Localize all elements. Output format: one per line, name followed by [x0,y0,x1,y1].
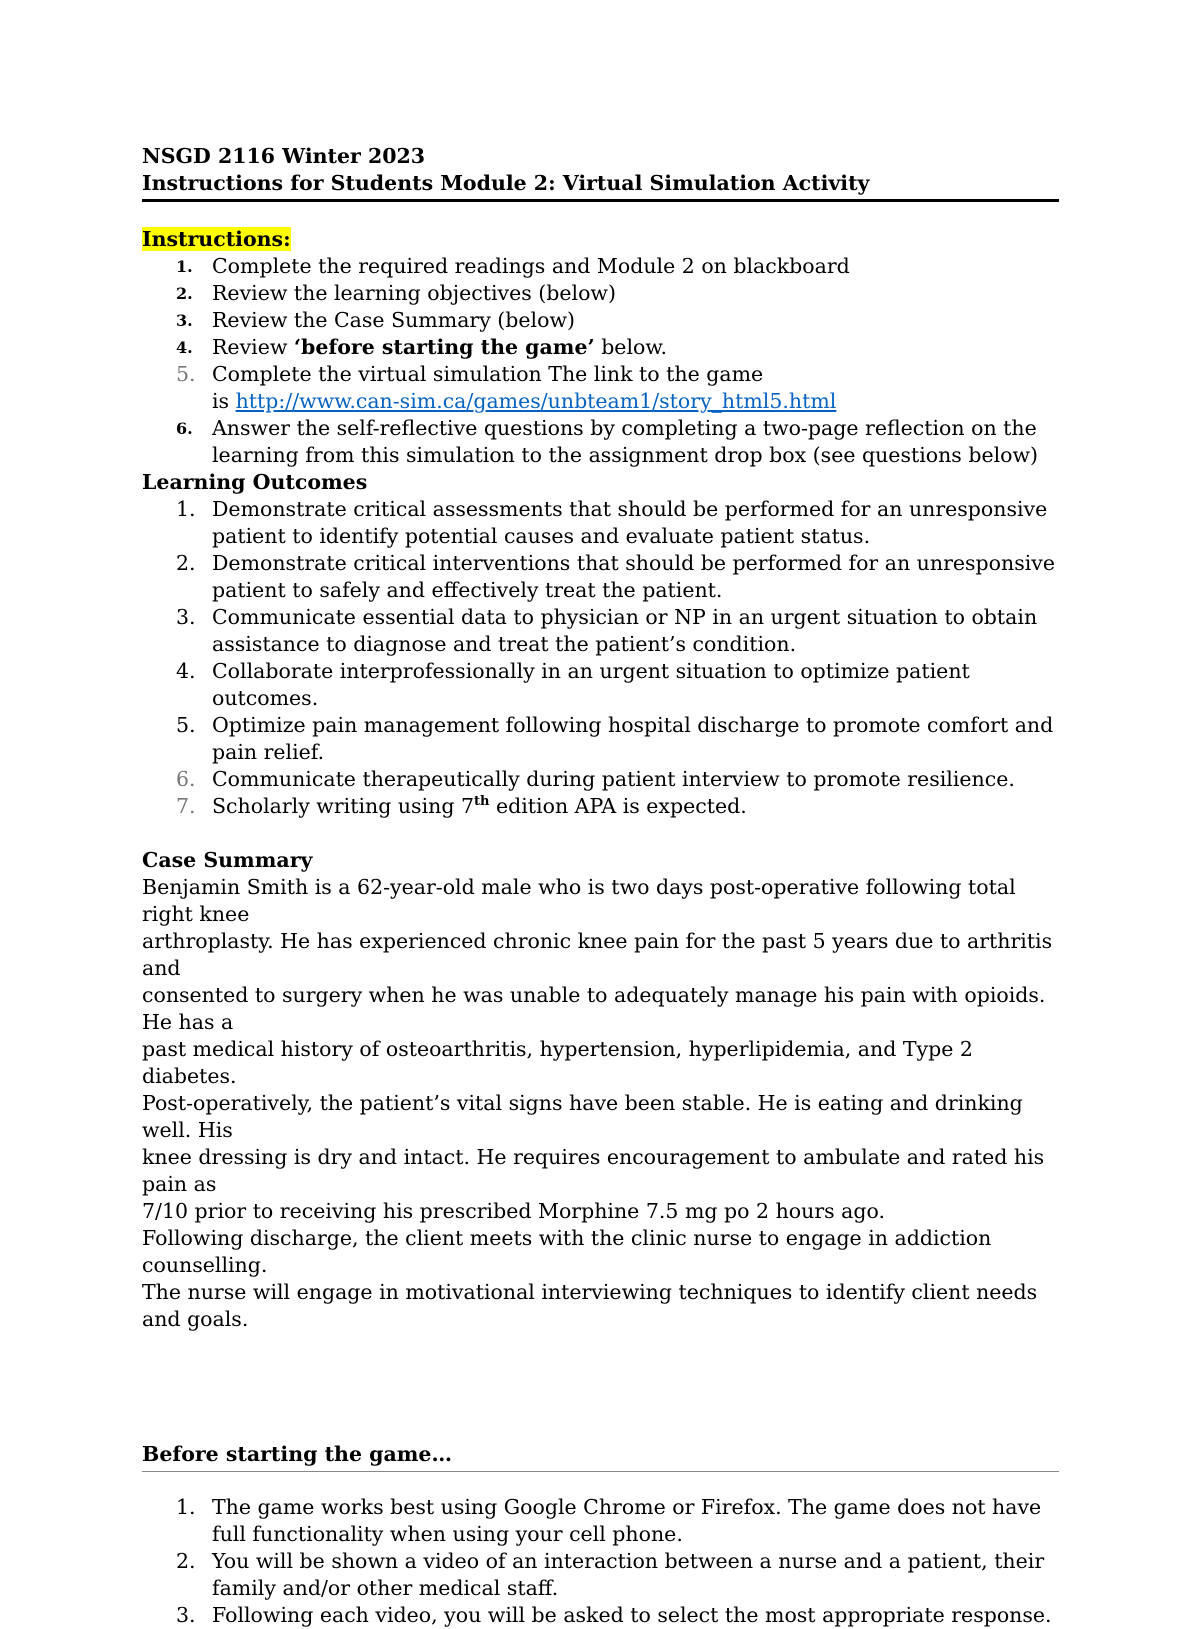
outcome-text: Demonstrate critical assessments that should be performed for an unresponsive patient to identify potential causes and evaluate patient status. [212,497,1048,548]
outcome-item-6 [142,766,1059,793]
instruction-item-6 [142,415,1059,469]
before-game-item-1 [142,1494,1059,1548]
learning-outcomes-list [142,496,1059,820]
outcome-text: Collaborate interprofessionally in an urgent situation to optimize patient outcomes. [212,659,970,710]
case-summary-body [142,874,1059,1333]
case-summary-line: knee dressing is dry and intact. He requires encouragement to ambulate and rated his pain as [142,1145,1045,1196]
list-number: 2. [176,284,193,303]
instruction-text: Review the Case Summary (below) [212,308,576,332]
outcome-item-4 [142,658,1059,712]
case-summary-heading: Case Summary [142,848,313,872]
outcome-text: Communicate therapeutically during patient interview to promote resilience. [212,767,1015,791]
outcome-item-3 [142,604,1059,658]
outcome-text [212,793,1059,820]
instruction-text: Complete the required readings and Module 2 on blackboard [212,254,850,278]
instruction-text-post: below. [594,335,667,359]
outcome-text: Optimize pain management following hospital discharge to promote comfort and pain relief. [212,713,1054,764]
before-game-item-3 [142,1602,1059,1629]
document-subtitle: Instructions for Students Module 2: Virtual Simulation Activity [142,170,1059,202]
instruction-item-4 [142,334,1059,361]
list-number: 2. [176,551,196,575]
list-number: 1. [176,1495,196,1519]
before-game-heading: Before starting the game… [142,1441,1059,1472]
list-number: 6. [176,767,196,791]
before-game-item-2 [142,1548,1059,1602]
list-number: 4. [176,338,193,357]
outcome-item-1 [142,496,1059,550]
list-number: 7. [176,794,196,818]
game-link[interactable]: http://www.can-sim.ca/games/unbteam1/story_html5.html [235,389,837,413]
case-summary-line: 7/10 prior to receiving his prescribed Morphine 7.5 mg po 2 hours ago. [142,1199,885,1223]
instruction-text-pre: Review [212,335,294,359]
case-summary-line: past medical history of osteoarthritis, hypertension, hyperlipidemia, and Type 2 diabetes. [142,1037,973,1088]
instruction-item-3 [142,307,1059,334]
outcome-item-2 [142,550,1059,604]
instructions-heading [142,226,1059,253]
instruction-text-pre: is [212,389,236,413]
instruction-text: Review the learning objectives (below) [212,281,616,305]
before-game-list [142,1494,1059,1629]
outcome-item-5 [142,712,1059,766]
list-number: 1. [176,497,196,521]
before-game-text: Following each video, you will be asked to select the most appropriate response. [212,1603,1052,1627]
learning-outcomes-heading: Learning Outcomes [142,470,368,494]
outcome-text-post: edition APA is expected. [489,794,747,818]
instruction-text-bold: ‘before starting the game’ [293,335,595,359]
list-number: 3. [176,1603,196,1627]
case-summary-line: Post-operatively, the patient’s vital signs have been stable. He is eating and drinking well. His [142,1091,1023,1142]
instruction-text [212,361,1059,415]
before-game-text: The game works best using Google Chrome or Firefox. The game does not have full functionality when using your cell phone. [212,1495,1042,1546]
list-number: 2. [176,1549,196,1573]
list-number: 5. [176,713,196,737]
outcome-text-pre: Scholarly writing using 7 [212,794,475,818]
instruction-item-5 [142,361,1059,415]
instructions-list [142,253,1059,469]
instructions-heading-highlight: Instructions: [142,227,291,251]
instruction-text: Answer the self-reflective questions by completing a two-page reflection on the learning from this simulation to the assignment drop box (see questions below) [212,416,1039,467]
case-summary-line: Benjamin Smith is a 62-year-old male who is two days post-operative following total right knee [142,875,1016,926]
case-summary-line: consented to surgery when he was unable to adequately manage his pain with opioids. He has a [142,983,1046,1034]
list-number: 3. [176,605,196,629]
document-body [142,143,1059,1629]
outcome-item-7 [142,793,1059,820]
instruction-text [212,334,1059,361]
case-summary-line: Following discharge, the client meets with the clinic nurse to engage in addiction counselling. [142,1226,992,1277]
outcome-text: Demonstrate critical interventions that should be performed for an unresponsive patient to safely and effectively treat the patient. [212,551,1055,602]
outcome-text-superscript: th [474,794,490,810]
document-title: NSGD 2116 Winter 2023 [142,144,426,168]
outcome-text: Communicate essential data to physician or NP in an urgent situation to obtain assistance to diagnose and treat the patient’s condition. [212,605,1038,656]
list-number: 3. [176,311,193,330]
instruction-item-2 [142,280,1059,307]
list-number: 6. [176,419,193,438]
instruction-text-line1: Complete the virtual simulation The link to the game [212,362,764,386]
list-number: 4. [176,659,196,683]
list-number: 1. [176,257,193,276]
instruction-item-1 [142,253,1059,280]
list-number: 5. [176,362,196,386]
case-summary-line: The nurse will engage in motivational interviewing techniques to identify client needs and goals. [142,1280,1038,1331]
case-summary-line: arthroplasty. He has experienced chronic knee pain for the past 5 years due to arthritis and [142,929,1053,980]
before-game-text: You will be shown a video of an interaction between a nurse and a patient, their family and/or other medical staff. [212,1549,1045,1600]
